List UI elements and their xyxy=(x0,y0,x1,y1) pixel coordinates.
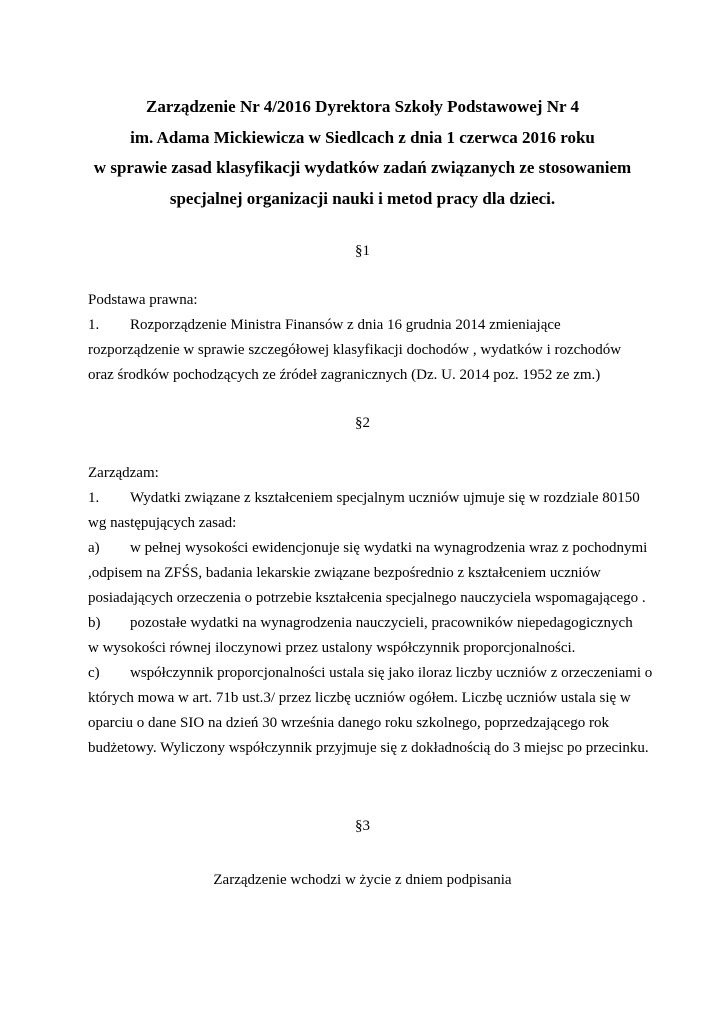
section-1-item-1 xyxy=(88,313,648,338)
section-1-heading: Podstawa prawna: xyxy=(88,292,198,308)
item-number: 1. xyxy=(88,317,100,333)
item-text: Wydatki związane z kształceniem specjalnym uczniów ujmuje się w rozdziale 80150 xyxy=(130,490,640,506)
section-2-item-c-line-2: których mowa w art. 71b ust.3/ przez liczbę uczniów ogółem. Liczbę uczniów ustala się w xyxy=(88,690,631,706)
item-label: b) xyxy=(88,615,101,631)
section-2-item-c-line-3: oparciu o dane SIO na dzień 30 września danego roku szkolnego, poprzedzającego rok xyxy=(88,715,610,731)
section-2-item-a-line-2: ,odpisem na ZFŚS, badania lekarskie związane bezpośrednio z kształceniem uczniów xyxy=(88,565,601,581)
section-2-item-c xyxy=(88,661,653,686)
section-3-sign: §3 xyxy=(355,818,370,834)
item-label: a) xyxy=(88,540,100,556)
title-line-3: w sprawie zasad klasyfikacji wydatków zadań związanych ze stosowaniem xyxy=(93,158,632,177)
section-1-line-3: oraz środków pochodzących ze źródeł zagranicznych (Dz. U. 2014 poz. 1952 ze zm.) xyxy=(88,367,601,383)
section-2-body xyxy=(88,461,653,761)
section-1-sign: §1 xyxy=(355,243,370,259)
section-2-heading: Zarządzam: xyxy=(88,465,159,481)
section-1-body xyxy=(88,288,648,388)
section-2-item-a-line-3: posiadających orzeczenia o potrzebie kształcenia specjalnego nauczyciela wspomagającego . xyxy=(88,590,646,606)
item-text: w pełnej wysokości ewidencjonuje się wydatki na wynagrodzenia wraz z pochodnymi xyxy=(130,540,648,556)
item-label: c) xyxy=(88,665,100,681)
item-text: Rozporządzenie Ministra Finansów z dnia 16 grudnia 2014 zmieniające xyxy=(130,317,561,333)
section-2-item-c-line-4: budżetowy. Wyliczony współczynnik przyjmuje się z dokładnością do 3 miejsc po przecinku. xyxy=(88,740,649,756)
title-line-2: im. Adama Mickiewicza w Siedlcach z dnia 1 czerwca 2016 roku xyxy=(130,127,595,147)
section-2-item-b xyxy=(88,611,648,636)
title-line-1: Zarządzenie Nr 4/2016 Dyrektora Szkoły Podstawowej Nr 4 xyxy=(146,97,579,116)
section-2-item-1-line-2: wg następujących zasad: xyxy=(88,515,237,531)
section-3-text: Zarządzenie wchodzi w życie z dniem podpisania xyxy=(213,872,512,888)
section-1-line-2: rozporządzenie w sprawie szczegółowej klasyfikacji dochodów , wydatków i rozchodów xyxy=(88,342,622,358)
section-2-item-1 xyxy=(88,486,648,511)
item-text: współczynnik proporcjonalności ustala się jako iloraz liczby uczniów z orzeczeniami o xyxy=(130,665,653,681)
section-2-item-a xyxy=(88,536,648,561)
item-text: pozostałe wydatki na wynagrodzenia nauczycieli, pracowników niepedagogicznych xyxy=(130,615,633,631)
title-line-4: specjalnej organizacji nauki i metod pracy dla dzieci. xyxy=(169,188,556,208)
document-title xyxy=(40,92,685,214)
item-number: 1. xyxy=(88,490,100,506)
section-2-item-b-line-2: w wysokości równej iloczynowi przez ustalony współczynnik proporcjonalności. xyxy=(88,640,576,656)
section-2-sign: §2 xyxy=(355,415,370,431)
